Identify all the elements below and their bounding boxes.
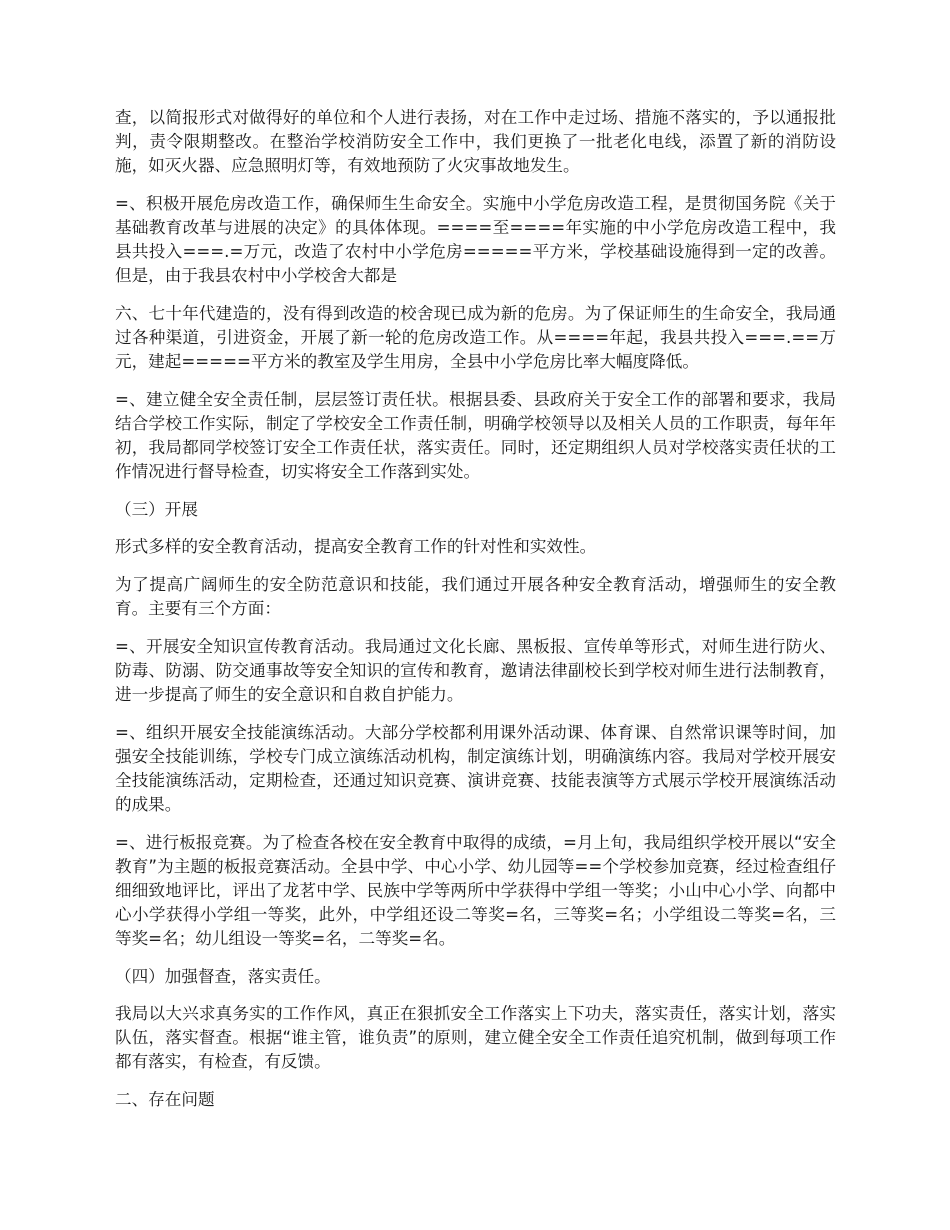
paragraph-supervision: 我局以大兴求真务实的工作作风，真正在狠抓安全工作落实上下功夫，落实责任，落实计划，落实队伍，落实督查。根据“谁主管，谁负责”的原则，建立健全安全工作责任追究机制，做到每项工作都有落实，有检查，有反馈。 [115, 1004, 836, 1071]
paragraph-knowledge-publicity: =、开展安全知识宣传教育活动。我局通过文化长廊、黑板报、宣传单等形式，对师生进行防火、防毒、防溺、防交通事故等安全知识的宣传和教育，邀请法律副校长到学校对师生进行法制教育，进一步提高了师生的安全意识和自救自护能力。 [115, 637, 836, 704]
section-heading-4: （四）加强督查，落实责任。 [115, 967, 331, 986]
section-heading-problems: 二、存在问题 [115, 1090, 215, 1109]
paragraph-skill-drills: =、组织开展安全技能演练活动。大部分学校都利用课外活动课、体育课、自然常识课等时间，加强安全技能训练，学校专门成立演练活动机构，制定演练计划，明确演练内容。我局对学校开展安全技能演练活动，定期检查，还通过知识竞赛、演讲竞赛、技能表演等方式展示学校开展演练活动的成果。 [115, 723, 836, 814]
paragraph-three-aspects: 为了提高广阔师生的安全防范意识和技能，我们通过开展各种安全教育活动，增强师生的安全教育。主要有三个方面： [115, 575, 836, 618]
paragraph-renovation-continued: 六、七十年代建造的，没有得到改造的校舍现已成为新的危房。为了保证师生的生命安全，我局通过各种渠道，引进资金，开展了新一轮的危房改造工作。从====年起，我县共投入===.==万元，建起=====平方米的教室及学生用房，全县中小学危房比率大幅度降低。 [115, 304, 836, 371]
paragraph-dangerous-building-renovation: =、积极开展危房改造工作，确保师生生命安全。实施中小学危房改造工程，是贯彻国务院《关于基础教育改革与进展的决定》的具体体现。====至====年实施的中小学危房改造工程中，我县共投入===.=万元，改造了农村中小学危房=====平方米，学校基础设施得到一定的改善。但是，由于我县农村中小学校舍大都是 [115, 194, 836, 285]
section-heading-3: （三）开展 [115, 500, 198, 519]
paragraph-blackboard-contest: =、进行板报竞赛。为了检查各校在安全教育中取得的成绩，=月上旬，我局组织学校开展以“安全教育”为主题的板报竞赛活动。全县中学、中心小学、幼儿园等==个学校参加竞赛，经过检查组仔细细致地评比，评出了龙茗中学、民族中学等两所中学获得中学组一等奖；小山中心小学、向都中心小学获得小学组一等奖，此外，中学组还设二等奖=名，三等奖=名；小学组设二等奖=名，三等奖=名；幼儿组设一等奖=名，二等奖=名。 [115, 833, 836, 948]
paragraph-education-activities-intro: 形式多样的安全教育活动，提高安全教育工作的针对性和实效性。 [115, 537, 597, 556]
paragraph-fire-safety-continued: 查，以简报形式对做得好的单位和个人进行表扬，对在工作中走过场、措施不落实的，予以通报批判，责令限期整改。在整治学校消防安全工作中，我们更换了一批老化电线，添置了新的消防设施，如灭火器、应急照明灯等，有效地预防了火灾事故地发生。 [115, 108, 836, 175]
paragraph-safety-responsibility-system: =、建立健全安全责任制，层层签订责任状。根据县委、县政府关于安全工作的部署和要求，我局结合学校工作实际，制定了学校安全工作责任制，明确学校领导以及相关人员的工作职责，每年年初，我局都同学校签订安全工作责任状，落实责任。同时，还定期组织人员对学校落实责任状的工作情况进行督导检查，切实将安全工作落到实处。 [115, 390, 836, 481]
